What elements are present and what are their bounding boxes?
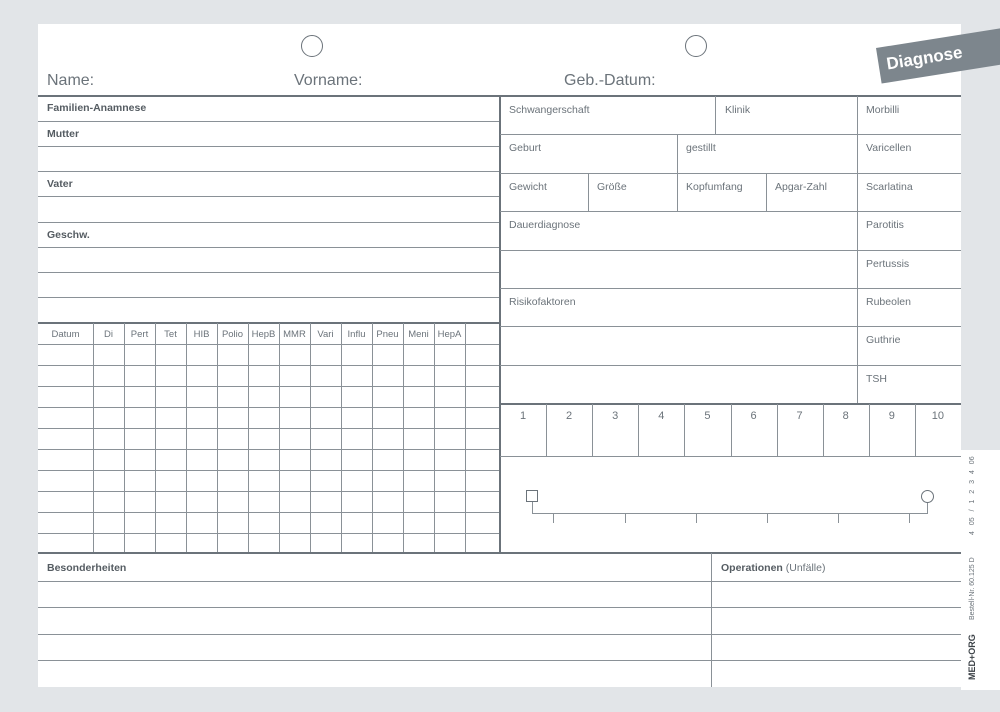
schwangerschaft-label: Schwangerschaft bbox=[509, 104, 590, 116]
vaccination-header-cell: Di bbox=[104, 329, 113, 340]
kopfumfang-label: Kopfumfang bbox=[686, 181, 743, 193]
vaccination-header-cell: HepB bbox=[251, 329, 276, 340]
scale-divider bbox=[638, 404, 639, 456]
mutter-label: Mutter bbox=[47, 128, 80, 140]
groesse-label: Größe bbox=[597, 181, 627, 193]
vater-label: Vater bbox=[47, 178, 73, 190]
family-row-line bbox=[38, 222, 499, 223]
disease-tsh: TSH bbox=[866, 373, 887, 385]
scale-number: 5 bbox=[704, 410, 711, 422]
vorname-label: Vorname: bbox=[294, 72, 363, 89]
vaccination-col-line bbox=[372, 323, 373, 552]
ruler-start-square bbox=[526, 490, 538, 502]
scale-number: 10 bbox=[931, 410, 945, 422]
vaccination-header-cell: Pneu bbox=[376, 329, 399, 340]
vaccination-row-line bbox=[38, 407, 499, 408]
family-row-line bbox=[38, 146, 499, 147]
scale-number: 9 bbox=[888, 410, 895, 422]
bottom-row-line bbox=[38, 660, 961, 661]
scale-number: 1 bbox=[519, 410, 527, 422]
vaccination-row-line bbox=[38, 386, 499, 387]
birth-row-line bbox=[500, 288, 961, 289]
vaccination-row-line bbox=[38, 344, 499, 345]
ruler-end-tick bbox=[532, 502, 533, 513]
family-row-line bbox=[38, 196, 499, 197]
family-row-line bbox=[38, 121, 499, 122]
ruler-end-tick bbox=[927, 503, 928, 513]
apgar-label: Apgar-Zahl bbox=[775, 181, 827, 193]
diagnosis-card bbox=[38, 24, 961, 687]
bottom-row-line bbox=[38, 581, 961, 582]
scale-divider bbox=[546, 404, 547, 456]
kopfumfang-divider bbox=[677, 173, 678, 211]
vaccination-col-line bbox=[434, 323, 435, 552]
vaccination-col-line bbox=[248, 323, 249, 552]
scale-number: 7 bbox=[796, 410, 803, 422]
punch-hole-right bbox=[685, 35, 707, 57]
scale-number: 2 bbox=[566, 410, 573, 422]
bottom-section-border bbox=[38, 552, 961, 554]
scale-divider bbox=[869, 404, 870, 456]
vaccination-header-cell: Vari bbox=[317, 329, 334, 340]
disease-parotitis: Parotitis bbox=[866, 219, 904, 231]
ruler-tick bbox=[909, 513, 910, 523]
geburt-label: Geburt bbox=[509, 142, 542, 154]
birth-row-line bbox=[500, 211, 961, 212]
birth-row-line bbox=[500, 326, 961, 327]
ruler-tick bbox=[625, 513, 626, 523]
klinik-divider bbox=[715, 96, 716, 134]
diagnose-tab-label: Diagnose bbox=[885, 42, 964, 74]
family-row-line bbox=[38, 247, 499, 248]
operationen-label: Operationen bbox=[721, 562, 783, 574]
family-row-line bbox=[38, 171, 499, 172]
scale-divider bbox=[592, 404, 593, 456]
bottom-row-line bbox=[38, 634, 961, 635]
scale-number: 3 bbox=[612, 410, 619, 422]
main-column-divider bbox=[499, 96, 501, 552]
vaccination-col-line bbox=[186, 323, 187, 552]
disease-scarlatina: Scarlatina bbox=[866, 181, 913, 193]
vaccination-row-line bbox=[38, 512, 499, 513]
vaccination-col-line bbox=[403, 323, 404, 552]
ruler-tick bbox=[696, 513, 697, 523]
vaccination-header-cell: Tet bbox=[164, 329, 177, 340]
scale-number: 4 bbox=[658, 410, 665, 422]
vaccination-header-cell: Datum bbox=[51, 329, 80, 340]
scale-bottom-line bbox=[500, 456, 961, 457]
birth-row-line bbox=[500, 250, 961, 251]
order-number: Bestell-Nr. 60.125 D bbox=[969, 557, 976, 620]
vaccination-header-cell: Pert bbox=[130, 329, 149, 340]
gewicht-label: Gewicht bbox=[509, 181, 547, 193]
vaccination-header-cell: Polio bbox=[221, 329, 244, 340]
vaccination-col-line bbox=[124, 323, 125, 552]
vaccination-col-line bbox=[310, 323, 311, 552]
apgar-divider bbox=[766, 173, 767, 211]
ruler-tick bbox=[553, 513, 554, 523]
klinik-label: Klinik bbox=[725, 104, 751, 116]
unfaelle-label: (Unfälle) bbox=[785, 562, 826, 574]
operationen-divider bbox=[711, 553, 712, 687]
vaccination-row-line bbox=[38, 470, 499, 471]
groesse-divider bbox=[588, 173, 589, 211]
scale-divider bbox=[915, 404, 916, 456]
vaccination-header-cell: HepA bbox=[437, 329, 462, 340]
scale-number: 6 bbox=[750, 410, 757, 422]
birth-row-line bbox=[500, 173, 961, 174]
punch-hole-left bbox=[301, 35, 323, 57]
family-row-line bbox=[38, 297, 499, 298]
dauerdiagnose-label: Dauerdiagnose bbox=[509, 219, 581, 231]
scale-divider bbox=[684, 404, 685, 456]
risikofaktoren-label: Risikofaktoren bbox=[509, 296, 576, 308]
vaccination-col-line bbox=[217, 323, 218, 552]
disease-guthrie: Guthrie bbox=[866, 334, 901, 346]
side-imprint bbox=[961, 450, 1000, 690]
vaccination-header-cell: Meni bbox=[408, 329, 429, 340]
vaccination-col-line bbox=[155, 323, 156, 552]
disease-pertussis: Pertussis bbox=[866, 258, 910, 270]
ruler-end-circle bbox=[921, 490, 934, 503]
vaccination-row-line bbox=[38, 449, 499, 450]
vaccination-top-border bbox=[38, 322, 499, 324]
vaccination-row-line bbox=[38, 491, 499, 492]
disease-varicellen: Varicellen bbox=[866, 142, 912, 154]
ruler-tick bbox=[767, 513, 768, 523]
brand-logo: MED+ORG bbox=[967, 634, 977, 680]
scale-number: 8 bbox=[842, 410, 849, 422]
geb-datum-label: Geb.-Datum: bbox=[564, 72, 656, 89]
operationen-heading bbox=[721, 562, 825, 574]
vaccination-col-line bbox=[93, 323, 94, 552]
print-codes: 4 05 / 1 2 3 4 06 bbox=[969, 456, 976, 535]
scale-divider bbox=[823, 404, 824, 456]
vaccination-col-line bbox=[465, 323, 466, 552]
vaccination-col-line bbox=[341, 323, 342, 552]
birth-row-line bbox=[500, 134, 961, 135]
disease-morbilli: Morbilli bbox=[866, 104, 900, 116]
vaccination-row-line bbox=[38, 365, 499, 366]
vaccination-header-cell: HIB bbox=[193, 329, 210, 340]
vaccination-header-cell: MMR bbox=[283, 329, 306, 340]
gestillt-label: gestillt bbox=[686, 142, 716, 154]
besonderheiten-label: Besonderheiten bbox=[47, 562, 127, 574]
gestillt-divider bbox=[677, 134, 678, 173]
vaccination-row-line bbox=[38, 533, 499, 534]
scale-divider bbox=[731, 404, 732, 456]
family-row-line bbox=[38, 272, 499, 273]
bottom-row-line bbox=[38, 607, 961, 608]
vaccination-header-cell: Influ bbox=[347, 329, 366, 340]
geschw-label: Geschw. bbox=[47, 229, 90, 241]
vaccination-row-line bbox=[38, 428, 499, 429]
disease-rubeolen: Rubeolen bbox=[866, 296, 911, 308]
familien-anamnese-label: Familien-Anamnese bbox=[47, 102, 147, 114]
name-label: Name: bbox=[47, 72, 95, 89]
ruler-tick bbox=[838, 513, 839, 523]
ruler-line bbox=[532, 513, 928, 514]
birth-row-line bbox=[500, 365, 961, 366]
scale-divider bbox=[777, 404, 778, 456]
vaccination-col-line bbox=[279, 323, 280, 552]
